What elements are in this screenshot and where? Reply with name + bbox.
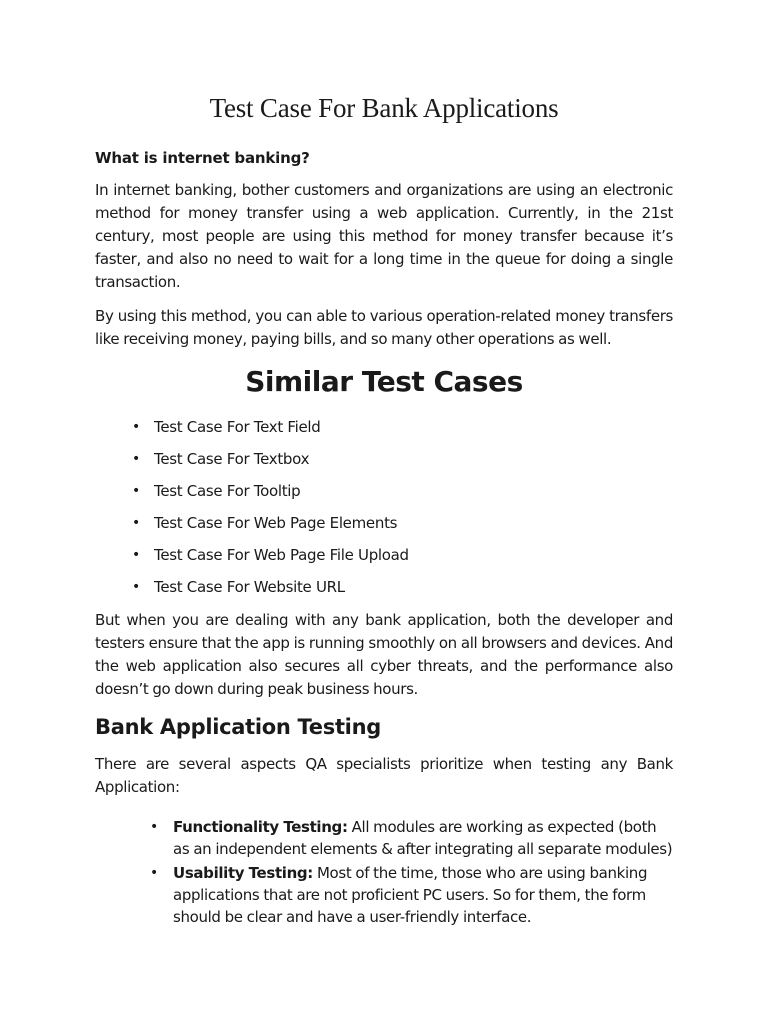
list-item (95, 479, 409, 511)
list-item (95, 511, 409, 543)
list-item-text: Test Case For Web Page File Upload (154, 546, 409, 564)
bank-application-testing-heading: Bank Application Testing (95, 715, 381, 739)
aspect-term: Functionality Testing: (173, 818, 348, 836)
list-item-text: Test Case For Web Page Elements (154, 514, 398, 532)
question-heading: What is internet banking? (95, 149, 310, 167)
page-title: Test Case For Bank Applications (209, 93, 559, 123)
bullet-icon: • (132, 419, 140, 435)
list-item (95, 447, 409, 479)
list-item-text: Test Case For Textbox (154, 450, 310, 468)
bullet-icon: • (150, 865, 158, 881)
list-item-text: Test Case For Website URL (154, 578, 345, 596)
list-item (95, 816, 673, 860)
list-item-text: Test Case For Tooltip (154, 482, 301, 500)
similar-test-cases-list (95, 415, 409, 607)
bullet-icon: • (132, 483, 140, 499)
list-item (95, 415, 409, 447)
method-paragraph: By using this method, you can able to various operation-related money transfers like receiving money, paying bills, and so many other operations as well. (95, 307, 673, 348)
bullet-icon: • (132, 451, 140, 467)
aspect-description: Most of the time, those who are using banking applications that are not proficient PC users. So for them, the form should be clear and have a user-friendly interface. (173, 864, 648, 926)
bullet-icon: • (132, 579, 140, 595)
list-item-text: Test Case For Text Field (154, 418, 321, 436)
aspect-description: All modules are working as expected (both as an independent elements & after integrating all separate modules) (173, 818, 673, 858)
aspect-term: Usability Testing: (173, 864, 313, 882)
bullet-icon: • (132, 547, 140, 563)
list-item (95, 575, 409, 607)
aspects-intro-paragraph: There are several aspects QA specialists prioritize when testing any Bank Application: (95, 755, 673, 796)
list-item (95, 543, 409, 575)
bullet-icon: • (132, 515, 140, 531)
bullet-icon: • (150, 819, 158, 835)
intro-paragraph: In internet banking, bother customers and organizations are using an electronic method for money transfer using a web application. Currently, in the 21st century, most people are using this method for money transfer because it’s faster, and also no need to wait for a long time in the queue for doing a single transaction. (95, 181, 673, 291)
bank-app-paragraph: But when you are dealing with any bank application, both the developer and testers ensure that the app is running smoothly on all browsers and devices. And the web application also secures all cyber threats, and the performance also doesn’t go down during peak business hours. (95, 611, 673, 698)
similar-test-cases-heading: Similar Test Cases (245, 365, 523, 398)
list-item (95, 862, 673, 928)
testing-aspects-list (95, 816, 673, 928)
